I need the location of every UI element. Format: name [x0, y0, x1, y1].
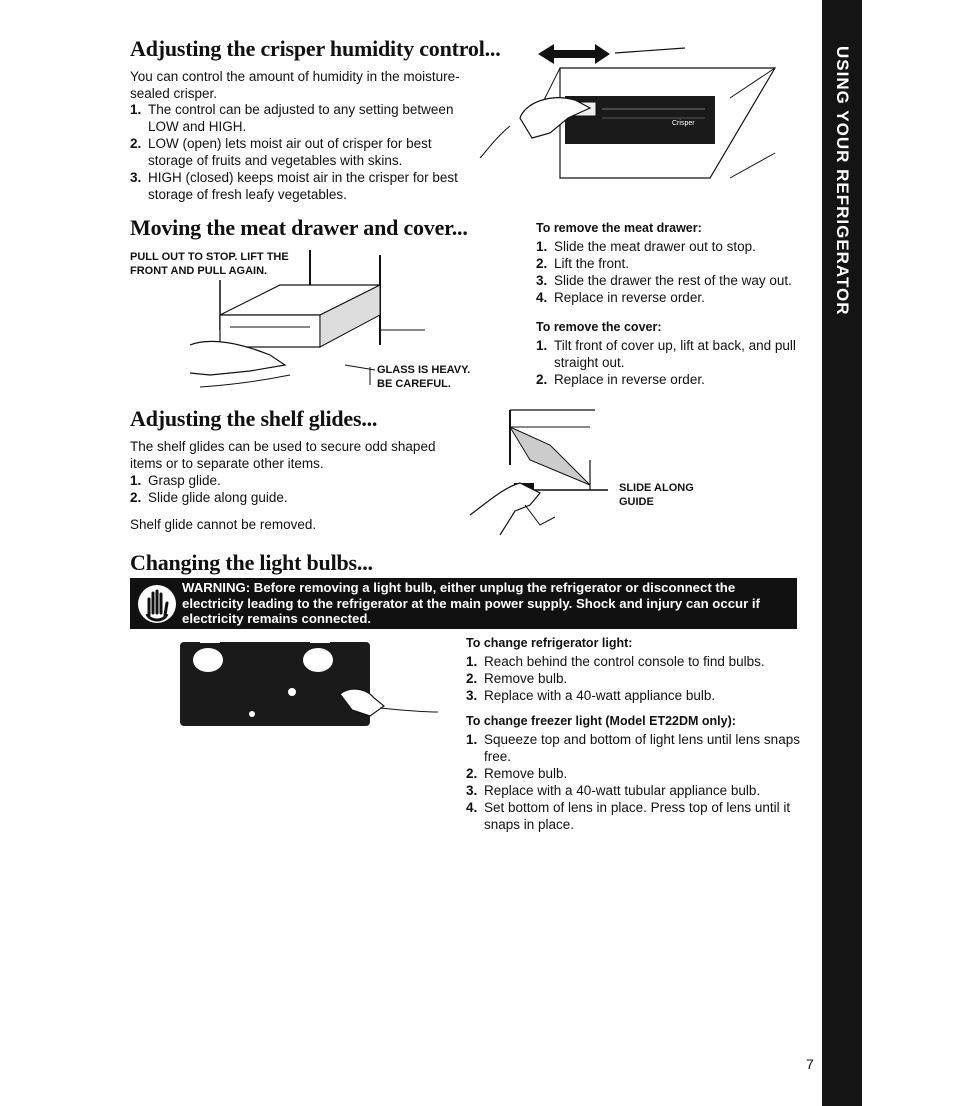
hand-warning-icon: [136, 582, 178, 626]
list-item: 2. Remove bulb.: [466, 671, 568, 686]
crisper-title: Adjusting the crisper humidity control...: [130, 36, 501, 61]
list-item: 2. Lift the front.: [536, 256, 630, 271]
fridge-light-heading: To change refrigerator light:: [466, 636, 633, 650]
list-item: 2. Replace in reverse order.: [536, 372, 705, 387]
crisper-steps: [130, 101, 470, 203]
remove-drawer-steps: [536, 238, 821, 306]
list-item: 3. Replace with a 40-watt appliance bulb.: [466, 688, 716, 703]
section-tab-label: USING YOUR REFRIGERATOR: [833, 46, 852, 316]
list-item: 1. Grasp glide.: [130, 473, 221, 488]
list-item: 4. Replace in reverse order.: [536, 290, 705, 305]
crisper-illustration: [480, 38, 780, 198]
glides-note: Shelf glide cannot be removed.: [130, 517, 317, 532]
shelf-glide-illustration: [470, 405, 620, 540]
warning-banner: [130, 578, 797, 629]
list-item: 1. Slide the meat drawer out to stop.: [536, 239, 756, 254]
fridge-light-steps: [466, 653, 806, 704]
crisper-intro: You can control the amount of humidity in the moisture-sealed crisper.: [130, 69, 460, 101]
list-item: 1. The control can be adjusted to any setting between LOW and HIGH.: [130, 102, 454, 134]
list-item: 3. Replace with a 40-watt tubular appliance bulb.: [466, 783, 761, 798]
list-item: 2. LOW (open) lets moist air out of crisper for best storage of fruits and vegetables with skins.: [130, 136, 432, 168]
meat-caption-pull: PULL OUT TO STOP. LIFT THE FRONT AND PULL AGAIN.: [130, 251, 289, 277]
list-item: 1. Reach behind the control console to find bulbs.: [466, 654, 765, 669]
glides-steps: [130, 472, 430, 506]
section-tab: [822, 0, 862, 1106]
remove-cover-heading: To remove the cover:: [536, 320, 662, 334]
remove-drawer-heading: To remove the meat drawer:: [536, 221, 702, 235]
warning-text: WARNING: Before removing a light bulb, either unplug the refrigerator or disconnect the electricity leading to the refrigerator at the main power supply. Shock and injury can occur if electricity remains connected.: [182, 580, 760, 626]
freezer-light-steps: [466, 731, 806, 833]
list-item: 1. Tilt front of cover up, lift at back, and pull straight out.: [536, 338, 796, 370]
freezer-light-heading: To change freezer light (Model ET22DM only):: [466, 714, 736, 728]
list-item: 3. Slide the drawer the rest of the way out.: [536, 273, 792, 288]
list-item: 3. HIGH (closed) keeps moist air in the crisper for best storage of fresh leafy vegetables.: [130, 170, 458, 202]
list-item: 2. Slide glide along guide.: [130, 490, 288, 505]
meat-title: Moving the meat drawer and cover...: [130, 215, 468, 240]
svg-text:Crisper: Crisper: [672, 120, 695, 127]
list-item: 4. Set bottom of lens in place. Press top of lens until it snaps in place.: [466, 800, 791, 832]
glides-title: Adjusting the shelf glides...: [130, 406, 378, 431]
remove-cover-steps: [536, 337, 821, 388]
light-bulb-illustration: [170, 636, 440, 731]
page-number: 7: [806, 1056, 814, 1072]
list-item: 2. Remove bulb.: [466, 766, 568, 781]
meat-caption-glass: GLASS IS HEAVY. BE CAREFUL.: [377, 364, 471, 390]
glides-caption: SLIDE ALONG GUIDE: [619, 482, 694, 508]
bulbs-title: Changing the light bulbs...: [130, 550, 373, 575]
glides-intro: The shelf glides can be used to secure odd shaped items or to separate other items.: [130, 439, 436, 471]
list-item: 1. Squeeze top and bottom of light lens until lens snaps free.: [466, 732, 800, 764]
arrow-icon: [538, 44, 610, 64]
